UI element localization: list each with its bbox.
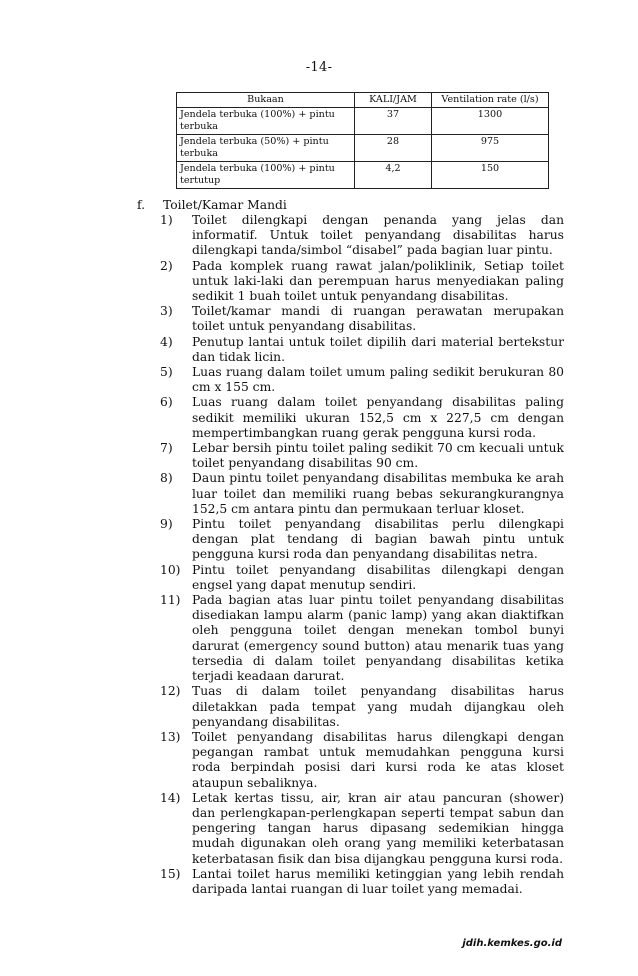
item-text: Penutup lantai untuk toilet dipilih dari material bertekstur dan tidak licin.: [192, 334, 564, 364]
list-item: [160, 593, 564, 684]
cell-ventilation-rate: 975: [432, 135, 549, 162]
cell-kali-jam: 28: [355, 135, 432, 162]
item-number: 3): [160, 304, 173, 319]
item-number: 7): [160, 441, 173, 456]
item-number: 4): [160, 334, 173, 349]
section-heading: [137, 198, 287, 213]
section-title: Toilet/Kamar Mandi: [163, 198, 287, 212]
item-text: Lebar bersih pintu toilet paling sedikit 70 cm kecuali untuk toilet penyandang disabilitas 90 cm.: [192, 441, 564, 471]
list-item: [160, 471, 564, 517]
item-text: Lantai toilet harus memiliki ketinggian yang lebih rendah daripada lantai ruangan di luar toilet yang memadai.: [192, 866, 564, 896]
cell-bukaan: Jendela terbuka (50%) + pintu terbuka: [177, 135, 355, 162]
list-item: [160, 441, 564, 471]
section-letter: f.: [137, 198, 146, 212]
table-row: [177, 108, 549, 135]
header-bukaan: Bukaan: [177, 93, 355, 108]
item-number: 2): [160, 258, 173, 273]
cell-bukaan: Jendela terbuka (100%) + pintu tertutup: [177, 162, 355, 189]
item-text: Luas ruang dalam toilet umum paling sedikit berukuran 80 cm x 155 cm.: [192, 365, 564, 395]
list-item: [160, 304, 564, 334]
item-number: 12): [160, 684, 181, 699]
table-row: [177, 162, 549, 189]
list-item: [160, 730, 564, 791]
cell-ventilation-rate: 150: [432, 162, 549, 189]
item-text: Pada komplek ruang rawat jalan/poliklinik, Setiap toilet untuk laki-laki dan perempuan harus menyediakan paling sedikit 1 buah toilet untuk penyandang disabilitas.: [192, 258, 564, 304]
item-number: 8): [160, 471, 173, 486]
list-item: [160, 791, 564, 867]
item-number: 9): [160, 517, 173, 532]
list-item: [160, 517, 564, 563]
item-number: 1): [160, 213, 173, 227]
item-number: 15): [160, 866, 181, 881]
cell-kali-jam: 37: [355, 108, 432, 135]
item-number: 6): [160, 395, 173, 410]
item-number: 14): [160, 790, 181, 805]
item-text: Toilet penyandang disabilitas harus dilengkapi dengan pegangan rambat untuk memudahkan pengguna kursi roda berpindah posisi dari kursi roda ke atas kloset ataupun sebaliknya.: [192, 729, 564, 790]
item-text: Daun pintu toilet penyandang disabilitas membuka ke arah luar toilet dan memiliki ruang bebas sekurangkurangnya 152,5 cm antara pintu dan permukaan terluar kloset.: [192, 471, 564, 516]
item-number: 10): [160, 562, 181, 577]
table-header-row: [177, 93, 549, 108]
cell-kali-jam: 4,2: [355, 162, 432, 189]
list-item: [160, 563, 564, 593]
item-text: Letak kertas tissu, air, kran air atau pancuran (shower) dan perlengkapan-perlengkapan seperti tempat sabun dan pengering tangan harus dipasang sedemikian hingga mudah digunakan oleh orang yang memiliki keterbatasan keterbatasan fisik dan bisa dijangkau pengguna kursi roda.: [192, 790, 564, 866]
ventilation-table: [176, 92, 549, 189]
item-number: 11): [160, 593, 181, 608]
table-row: [177, 135, 549, 162]
header-ventilation-rate: Ventilation rate (l/s): [432, 93, 549, 108]
page-number: -14-: [305, 60, 333, 75]
item-text: Luas ruang dalam toilet penyandang disabilitas paling sedikit memiliki ukuran 152,5 cm x 227,5 cm dengan mempertimbangkan ruang gerak pengguna kursi roda.: [192, 395, 564, 440]
list-item: [160, 395, 564, 441]
item-text: Tuas di dalam toilet penyandang disabilitas harus diletakkan pada tempat yang mudah dijangkau oleh penyandang disabilitas.: [192, 684, 564, 729]
requirement-list: [160, 213, 564, 897]
footer-source-link: jdih.kemkes.go.id: [462, 938, 562, 949]
item-number: 5): [160, 365, 173, 380]
list-item: [160, 213, 564, 259]
item-number: 13): [160, 729, 181, 744]
item-text: Pada bagian atas luar pintu toilet penyandang disabilitas disediakan lampu alarm (panic lamp) yang akan diaktifkan oleh pengguna toilet dengan menekan tombol bunyi darurat (emergency sound button) atau menarik tuas yang tersedia di dalam toilet penyandang disabilitas ketika terjadi keadaan darurat.: [192, 593, 564, 684]
list-item: [160, 867, 564, 897]
cell-ventilation-rate: 1300: [432, 108, 549, 135]
list-item: [160, 259, 564, 305]
cell-bukaan: Jendela terbuka (100%) + pintu terbuka: [177, 108, 355, 135]
list-item: [160, 365, 564, 395]
header-kali-jam: KALI/JAM: [355, 93, 432, 108]
item-text: Pintu toilet penyandang disabilitas dilengkapi dengan engsel yang dapat menutup sendiri.: [192, 562, 564, 592]
item-text: Toilet dilengkapi dengan penanda yang jelas dan informatif. Untuk toilet penyandang disabilitas harus dilengkapi tanda/simbol “disabel” pada bagian luar pintu.: [192, 213, 564, 258]
list-item: [160, 684, 564, 730]
item-text: Pintu toilet penyandang disabilitas perlu dilengkapi dengan plat tendang di bagian bawah pintu untuk pengguna kursi roda dan penyandang disabilitas netra.: [192, 517, 564, 562]
list-item: [160, 335, 564, 365]
item-text: Toilet/kamar mandi di ruangan perawatan merupakan toilet untuk penyandang disabilitas.: [192, 304, 564, 334]
